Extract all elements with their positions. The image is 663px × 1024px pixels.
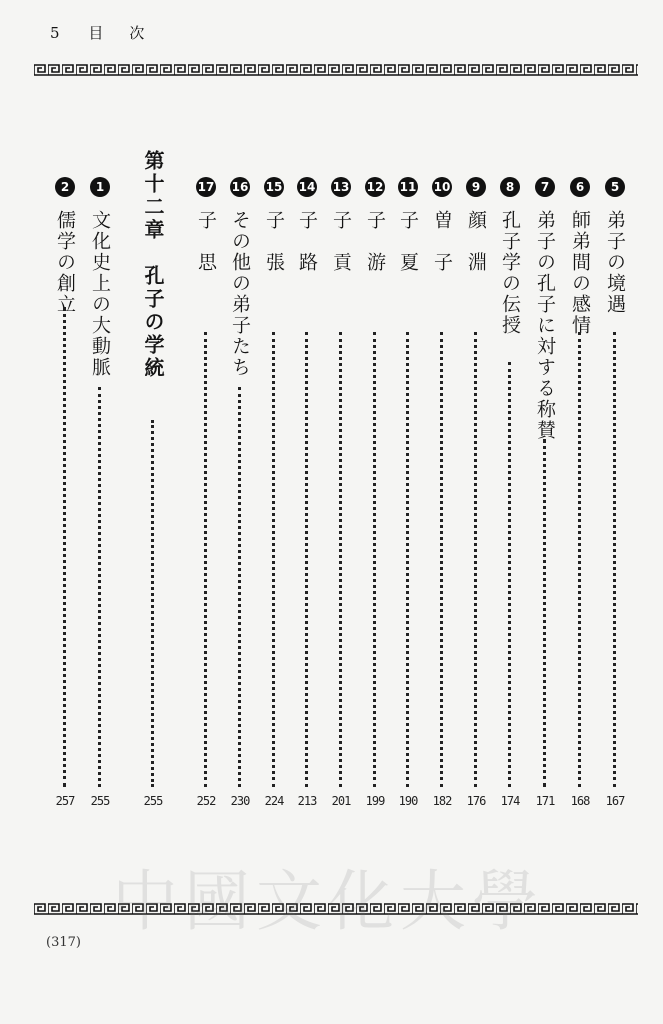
dot-leader (98, 387, 101, 787)
toc-entry-2[interactable] (52, 177, 78, 807)
top-decorative-border (34, 64, 638, 76)
chapter-page-number: 255 (143, 794, 163, 808)
entry-number-badge: 7 (535, 177, 555, 197)
toc-entry-5[interactable] (602, 177, 628, 807)
dot-leader (406, 332, 409, 787)
entry-number-badge: 1 (90, 177, 110, 197)
entry-number-badge: 14 (297, 177, 317, 197)
entry-title: 子 張 (263, 210, 285, 273)
toc-entry-14[interactable] (294, 177, 320, 807)
toc-entry-7[interactable] (532, 177, 558, 807)
dot-leader (238, 387, 241, 787)
entry-number-badge: 16 (230, 177, 250, 197)
entry-number-badge: 13 (331, 177, 351, 197)
entry-title: 孔子学の伝授 (499, 210, 521, 336)
entry-title: 子 路 (296, 210, 318, 273)
entry-page-number: 168 (570, 794, 590, 808)
chapter-heading[interactable] (140, 150, 166, 807)
entry-page-number: 213 (297, 794, 317, 808)
dot-leader (474, 332, 477, 787)
entry-title: 弟子の境遇 (604, 210, 626, 315)
entry-number-badge: 10 (432, 177, 452, 197)
entry-page-number: 257 (55, 794, 75, 808)
dot-leader (63, 307, 66, 787)
dot-leader (578, 332, 581, 787)
entry-page-number: 174 (500, 794, 520, 808)
entry-title: その他の弟子たち (229, 210, 251, 378)
dot-leader (272, 332, 275, 787)
entry-title: 子 夏 (397, 210, 419, 273)
entry-page-number: 230 (230, 794, 250, 808)
entry-number-badge: 17 (196, 177, 216, 197)
entry-page-number: 224 (264, 794, 284, 808)
entry-title: 曽 子 (431, 210, 453, 273)
toc-entry-17[interactable] (193, 177, 219, 807)
running-head-page-number: 5 (50, 24, 61, 42)
entry-title: 師弟間の感情 (569, 210, 591, 336)
entry-title: 弟子の孔子に対する称賛 (534, 210, 556, 441)
entry-page-number: 176 (466, 794, 486, 808)
entry-page-number: 167 (605, 794, 625, 808)
entry-number-badge: 6 (570, 177, 590, 197)
toc-entry-9[interactable] (463, 177, 489, 807)
toc-entry-12[interactable] (362, 177, 388, 807)
entry-page-number: 190 (398, 794, 418, 808)
entry-page-number: 255 (90, 794, 110, 808)
toc-entry-10[interactable] (429, 177, 455, 807)
toc-entry-8[interactable] (497, 177, 523, 807)
entry-title: 顔 淵 (465, 210, 487, 273)
entry-number-badge: 2 (55, 177, 75, 197)
entry-page-number: 199 (365, 794, 385, 808)
entry-number-badge: 8 (500, 177, 520, 197)
footer-page-number: (317) (46, 935, 81, 950)
entry-title: 子 貢 (330, 210, 352, 273)
dot-leader (204, 332, 207, 787)
dot-leader (339, 332, 342, 787)
toc-entry-13[interactable] (328, 177, 354, 807)
entry-number-badge: 12 (365, 177, 385, 197)
running-head-title: 目次 (88, 24, 171, 42)
dot-leader (373, 332, 376, 787)
dot-leader (440, 332, 443, 787)
toc-entry-16[interactable] (227, 177, 253, 807)
entry-page-number: 171 (535, 794, 555, 808)
entry-title: 儒学の創立 (54, 210, 76, 315)
entry-page-number: 182 (432, 794, 452, 808)
toc-entry-11[interactable] (395, 177, 421, 807)
entry-number-badge: 9 (466, 177, 486, 197)
entry-page-number: 201 (331, 794, 351, 808)
entry-number-badge: 15 (264, 177, 284, 197)
entry-number-badge: 11 (398, 177, 418, 197)
entry-title: 文化史上の大動脈 (89, 210, 111, 378)
dot-leader (305, 332, 308, 787)
running-head (50, 22, 170, 43)
toc-entry-15[interactable] (261, 177, 287, 807)
dot-leader (151, 420, 154, 787)
dot-leader (508, 362, 511, 787)
entry-title: 子 游 (364, 210, 386, 273)
toc-entry-1[interactable] (87, 177, 113, 807)
entry-number-badge: 5 (605, 177, 625, 197)
toc-entry-6[interactable] (567, 177, 593, 807)
dot-leader (543, 439, 546, 787)
university-watermark: 中國文化大學 (112, 863, 544, 940)
entry-page-number: 252 (196, 794, 216, 808)
chapter-title: 第十二章 孔子の学統 (141, 150, 165, 380)
dot-leader (613, 332, 616, 787)
entry-title: 子 思 (195, 210, 217, 273)
